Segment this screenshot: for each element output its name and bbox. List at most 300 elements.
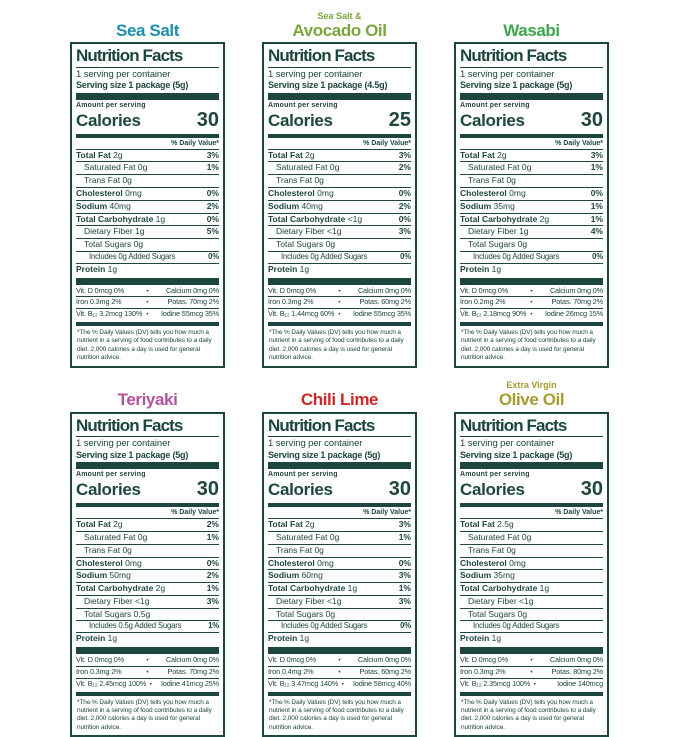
section-divider-thick — [460, 647, 603, 654]
section-divider-thick — [460, 93, 603, 100]
nutrient-name: Saturated Fat — [84, 162, 136, 173]
nutrient-name: Total Sugars — [84, 239, 132, 250]
nutrient-name: Protein — [268, 633, 298, 644]
nutrient-rows — [268, 519, 411, 645]
vitamin-left-value: Vit. B₁₂ 2.35mcg 100% — [460, 678, 531, 688]
daily-value-footnote: *The % Daily Values (DV) tells you how much a nutrient in a serving of food contributes to a daily diet. 2,000 calories a day is used for general nutrition advice. — [461, 328, 596, 362]
nutrient-amount: 0g — [314, 175, 324, 186]
vitamin-left-value: Vit. D 0mcg 0% — [268, 655, 317, 665]
nutrient-name: Total Carbohydrate — [268, 583, 346, 594]
nutrient-name-amount — [276, 163, 339, 173]
nutrient-name: Sodium — [76, 200, 108, 211]
nutrient-row — [76, 214, 219, 227]
nutrient-daily-value: 1% — [206, 532, 219, 543]
amount-per-serving-label: Amount per serving — [460, 471, 530, 479]
nutrient-row — [76, 558, 219, 571]
nutrient-row — [460, 252, 603, 264]
amount-per-serving-label: Amount per serving — [460, 101, 530, 109]
serving-size: Serving size 1 package (5g) — [268, 449, 381, 460]
nutrient-row — [268, 545, 411, 558]
nutrient-name: Total Carbohydrate — [460, 583, 538, 594]
nutrient-daily-value: 2% — [206, 570, 219, 581]
nutrient-row — [76, 188, 219, 201]
nutrient-name: Includes 0g Added Sugars — [89, 251, 176, 261]
vitamin-left-value: Vit. B₁₂ 2.18mcg 90% — [460, 309, 527, 319]
nutrient-row — [460, 201, 603, 214]
bullet-separator-icon: • — [146, 299, 149, 307]
nutrient-name: Total Carbohydrate — [460, 213, 538, 224]
flavor-heading — [262, 378, 417, 412]
vitamin-left-value: Vit. D 0mcg 0% — [268, 285, 317, 295]
nutrient-amount: 60mg — [301, 570, 323, 581]
nutrient-amount: 0g — [506, 175, 516, 186]
nutrient-name: Saturated Fat — [276, 162, 328, 173]
nutrient-amount: 0g — [122, 175, 132, 186]
vitamin-row — [76, 286, 219, 298]
section-divider-medium — [460, 134, 603, 138]
section-divider-medium — [268, 503, 411, 507]
nutrient-name-amount — [460, 265, 501, 275]
nutrient-daily-value: 1% — [590, 200, 603, 211]
calories-label: Calories — [268, 110, 333, 130]
section-divider-thick — [76, 647, 219, 654]
nutrient-name-amount — [84, 546, 132, 556]
nutrient-name-amount — [268, 559, 334, 569]
nutrient-name-amount — [84, 163, 147, 173]
vitamin-left-value: Iron 0.3mg 2% — [268, 297, 314, 307]
nutrient-daily-value: 2% — [398, 200, 411, 211]
bullet-separator-icon: • — [533, 680, 536, 688]
calories-value: 30 — [196, 478, 219, 501]
daily-value-header: % Daily Value* — [460, 508, 603, 519]
vitamin-row — [460, 679, 603, 690]
bullet-separator-icon: • — [146, 657, 149, 665]
nutrient-row — [268, 609, 411, 622]
nutrient-amount: 1g — [539, 583, 550, 594]
nutrient-name-amount — [276, 597, 341, 607]
vitamin-right-value: Iodine 26mcg 15% — [544, 309, 603, 319]
nutrient-name-amount — [268, 202, 323, 212]
calories-value: 30 — [580, 108, 603, 131]
nutrient-row — [460, 532, 603, 545]
nutrient-name: Saturated Fat — [84, 532, 136, 543]
nutrient-daily-value: 0% — [398, 557, 411, 568]
nutrient-name: Trans Fat — [468, 175, 505, 186]
vitamin-left-value: Iron 0.3mg 2% — [76, 667, 122, 676]
nutrient-amount: 1g — [299, 263, 310, 274]
nutrient-name: Trans Fat — [84, 544, 121, 555]
nutrient-amount: 0g — [325, 239, 336, 250]
nutrient-amount: <1g — [519, 595, 534, 606]
nutrient-amount: <1g — [327, 595, 342, 606]
nutrient-row — [268, 558, 411, 571]
nutrient-amount: <1g — [327, 226, 342, 237]
nutrient-name-amount — [268, 265, 309, 275]
nutrient-amount: 1g — [491, 263, 502, 274]
vitamin-row — [268, 286, 411, 298]
flavor-title: Chili Lime — [300, 390, 379, 410]
nutrient-daily-value: 0% — [208, 251, 219, 261]
servings-per-container: 1 serving per container — [268, 438, 363, 450]
nutrient-amount: 1g — [155, 213, 166, 224]
nutrient-row — [268, 583, 411, 596]
nutrition-label-panel — [454, 378, 609, 737]
vitamin-rows — [460, 655, 603, 689]
nutrient-row — [268, 596, 411, 609]
nutrient-rows — [460, 150, 603, 276]
divider-hairline — [460, 67, 603, 68]
vitamin-right-value: Calcium 0mg 0% — [165, 285, 219, 295]
nutrient-name-amount — [468, 546, 516, 556]
nutrition-facts-heading: Nutrition Facts — [268, 415, 375, 435]
nutrition-label-panel — [262, 378, 417, 737]
vitamin-left-value: Vit. B₁₂ 3.2mcg 130% — [76, 309, 143, 319]
nutrition-facts-box — [454, 412, 609, 737]
nutrition-facts-heading: Nutrition Facts — [460, 415, 567, 435]
amount-per-serving-label: Amount per serving — [76, 471, 146, 479]
nutrient-name-amount — [76, 202, 131, 212]
nutrient-name: Cholesterol — [76, 557, 123, 568]
nutrient-name-amount — [460, 189, 526, 199]
nutrient-name: Dietary Fiber — [84, 595, 133, 606]
nutrient-daily-value: 2% — [206, 200, 219, 211]
vitamin-right-value: Calcium 0mg 0% — [357, 285, 411, 295]
nutrient-name-amount — [276, 240, 335, 250]
nutrient-name: Total Sugars — [276, 239, 324, 250]
nutrient-name: Cholesterol — [268, 187, 315, 198]
nutrient-amount: <1g — [135, 595, 150, 606]
nutrient-amount: 0g — [122, 544, 132, 555]
calories-value: 25 — [388, 108, 411, 131]
nutrient-name-amount — [460, 202, 515, 212]
daily-value-footnote: *The % Daily Values (DV) tells you how much a nutrient in a serving of food contributes to a daily diet. 2,000 calories a day is used for general nutrition advice. — [77, 698, 212, 731]
nutrient-amount: 0mg — [125, 557, 142, 568]
section-divider-medium — [76, 322, 219, 326]
calories-row — [76, 478, 219, 501]
nutrient-name: Sodium — [268, 200, 300, 211]
nutrient-name-amount — [468, 597, 533, 607]
divider-hairline — [460, 436, 603, 437]
nutrient-row — [460, 558, 603, 571]
nutrient-row — [76, 583, 219, 596]
vitamin-row — [76, 667, 219, 679]
nutrient-row — [76, 162, 219, 175]
vitamin-right-value: Potas. 60mg 2% — [359, 297, 411, 307]
nutrient-daily-value: 0% — [400, 251, 411, 261]
nutrient-rows — [76, 150, 219, 276]
vitamin-row — [76, 309, 219, 320]
nutrient-name: Total Sugars — [84, 608, 132, 619]
nutrient-name-amount — [84, 597, 149, 607]
nutrient-amount: 0mg — [125, 187, 142, 198]
nutrition-label-panel — [454, 8, 609, 368]
vitamin-left-value: Vit. B₁₂ 1.44mcg 60% — [268, 309, 335, 319]
nutrient-name: Saturated Fat — [276, 532, 328, 543]
nutrient-name-amount — [76, 520, 123, 530]
nutrient-name-amount — [276, 227, 341, 237]
nutrient-name: Sodium — [76, 570, 108, 581]
nutrient-row — [76, 609, 219, 622]
nutrient-name-amount — [276, 546, 324, 556]
nutrient-daily-value: 3% — [398, 595, 411, 606]
nutrient-name: Includes 0g Added Sugars — [473, 251, 560, 261]
nutrient-name: Includes 0g Added Sugars — [473, 621, 560, 631]
nutrient-name-amount — [76, 151, 123, 161]
nutrient-name: Cholesterol — [460, 557, 507, 568]
nutrient-amount: 40mg — [109, 200, 131, 211]
calories-row — [460, 478, 603, 501]
nutrient-amount: 0g — [521, 532, 532, 543]
nutrient-name: Dietary Fiber — [276, 226, 325, 237]
nutrient-name-amount — [84, 176, 132, 186]
section-divider-thick — [268, 278, 411, 285]
bullet-separator-icon: • — [146, 669, 149, 676]
nutrient-name: Sodium — [460, 200, 492, 211]
nutrient-row — [268, 201, 411, 214]
section-divider-thick — [268, 93, 411, 100]
calories-value: 30 — [196, 108, 219, 131]
nutrition-facts-heading: Nutrition Facts — [76, 46, 183, 65]
nutrient-row — [460, 188, 603, 201]
nutrient-name-amount — [268, 151, 315, 161]
nutrient-name: Includes 0g Added Sugars — [281, 621, 368, 631]
nutrient-row — [268, 633, 411, 645]
nutrient-name-amount — [468, 533, 531, 543]
calories-row — [268, 478, 411, 501]
nutrient-daily-value: 3% — [398, 226, 411, 237]
nutrient-name: Total Fat — [268, 149, 303, 160]
nutrient-rows — [76, 519, 219, 645]
nutrient-name-amount — [268, 634, 309, 644]
nutrient-name-amount — [268, 189, 334, 199]
nutrient-row — [76, 621, 219, 633]
vitamin-row — [76, 679, 219, 690]
nutrient-name: Dietary Fiber — [84, 226, 133, 237]
calories-row — [268, 109, 411, 132]
nutrient-daily-value: 1% — [398, 583, 411, 594]
nutrient-row — [76, 239, 219, 252]
flavor-heading — [454, 378, 609, 412]
nutrient-row — [268, 252, 411, 264]
vitamin-right-value: Iodine 58mcg 40% — [352, 678, 411, 688]
nutrient-amount: 1g — [519, 226, 529, 237]
nutrient-row — [460, 264, 603, 276]
vitamin-right-value: Potas. 70mg 2% — [167, 667, 219, 676]
nutrient-name: Total Fat — [460, 519, 495, 530]
nutrient-name: Protein — [460, 633, 490, 644]
nutrient-name: Total Fat — [268, 519, 303, 530]
nutrition-label-panel — [262, 8, 417, 368]
nutrient-row — [268, 239, 411, 252]
vitamin-right-value: Iodine 55mcg 35% — [160, 309, 219, 319]
bullet-separator-icon: • — [338, 311, 341, 319]
vitamin-left-value: Vit. B₁₂ 2.45mcg 100% — [76, 678, 147, 688]
nutrient-name: Total Sugars — [468, 608, 516, 619]
nutrient-amount: 0g — [325, 608, 336, 619]
nutrient-daily-value: 3% — [206, 595, 219, 606]
section-divider-thick — [460, 278, 603, 285]
flavor-heading — [70, 378, 225, 412]
calories-label: Calories — [76, 480, 141, 500]
nutrient-row — [268, 519, 411, 532]
nutrient-daily-value: 3% — [398, 519, 411, 530]
nutrient-amount: 2g — [113, 149, 123, 160]
vitamin-right-value: Potas. 70mg 2% — [167, 297, 219, 307]
nutrient-daily-value: 3% — [590, 149, 603, 160]
calories-value: 30 — [388, 478, 411, 501]
nutrient-name: Protein — [268, 263, 298, 274]
nutrient-daily-value: 0% — [592, 251, 603, 261]
nutrient-name-amount — [473, 622, 559, 631]
nutrient-name: Includes 0.5g Added Sugars — [89, 621, 182, 631]
nutrient-name-amount — [460, 584, 549, 594]
bullet-separator-icon: • — [146, 311, 149, 319]
nutrient-row — [460, 583, 603, 596]
nutrient-amount: 2g — [497, 149, 507, 160]
vitamin-right-value: Iodine 140mcg — [557, 678, 603, 688]
nutrient-amount: 1g — [347, 583, 358, 594]
nutrition-label-panel — [70, 378, 225, 737]
bullet-separator-icon: • — [341, 680, 344, 688]
nutrient-name-amount — [268, 215, 362, 225]
bullet-separator-icon: • — [530, 311, 533, 319]
section-divider-thick — [76, 93, 219, 100]
nutrient-name-amount — [460, 151, 507, 161]
nutrient-name: Includes 0g Added Sugars — [281, 251, 368, 261]
nutrient-name: Cholesterol — [268, 557, 315, 568]
nutrient-amount: 0g — [137, 532, 148, 543]
nutrient-name-amount — [268, 571, 323, 581]
servings-per-container: 1 serving per container — [76, 438, 171, 450]
nutrition-label-panel — [70, 8, 225, 368]
section-divider-medium — [268, 692, 411, 696]
nutrient-daily-value: 1% — [206, 162, 219, 173]
nutrient-row — [76, 570, 219, 583]
nutrient-name: Dietary Fiber — [468, 226, 517, 237]
nutrient-row — [76, 175, 219, 188]
nutrient-daily-value: 2% — [398, 162, 411, 173]
nutrition-facts-box — [70, 42, 225, 368]
daily-value-header: % Daily Value* — [76, 139, 219, 150]
vitamin-row — [268, 655, 411, 667]
calories-row — [460, 109, 603, 132]
nutrient-row — [460, 545, 603, 558]
vitamin-right-value: Potas. 70mg 2% — [551, 297, 603, 307]
nutrient-daily-value: 1% — [398, 532, 411, 543]
nutrient-daily-value: 1% — [206, 583, 219, 594]
nutrient-row — [268, 150, 411, 163]
nutrient-amount: 50mg — [109, 570, 131, 581]
vitamin-right-value: Calcium 0mg 0% — [357, 655, 411, 665]
nutrient-daily-value: 0% — [206, 557, 219, 568]
nutrient-name-amount — [468, 176, 516, 186]
nutrient-amount: 0mg — [317, 557, 334, 568]
vitamin-left-value: Vit. D 0mcg 0% — [76, 655, 125, 665]
flavor-heading — [262, 8, 417, 42]
calories-label: Calories — [76, 110, 141, 130]
nutrient-daily-value: 2% — [206, 519, 219, 530]
nutrient-row — [268, 570, 411, 583]
nutrient-name-amount — [468, 240, 527, 250]
vitamin-rows — [460, 286, 603, 320]
nutrient-name-amount — [76, 215, 165, 225]
flavor-subtitle: Sea Salt & — [317, 10, 362, 21]
nutrient-daily-value: 0% — [590, 187, 603, 198]
daily-value-footnote: *The % Daily Values (DV) tells you how much a nutrient in a serving of food contributes to a daily diet. 2,000 calories a day is used for general nutrition advice. — [461, 698, 596, 731]
nutrient-name-amount — [76, 571, 131, 581]
vitamin-row — [76, 297, 219, 309]
nutrient-name: Sodium — [460, 570, 492, 581]
amount-per-serving-label: Amount per serving — [268, 471, 338, 479]
bullet-separator-icon: • — [530, 669, 533, 676]
vitamin-rows — [76, 655, 219, 689]
nutrient-name-amount — [84, 533, 147, 543]
vitamin-left-value: Vit. D 0mcg 0% — [76, 285, 125, 295]
flavor-title: Sea Salt — [116, 20, 179, 40]
nutrient-name: Protein — [76, 263, 106, 274]
nutrient-name-amount — [281, 622, 367, 631]
vitamin-right-value: Potas. 80mg 2% — [551, 667, 603, 676]
daily-value-header: % Daily Value* — [460, 139, 603, 150]
bullet-separator-icon: • — [338, 287, 341, 295]
nutrient-daily-value: 0% — [398, 187, 411, 198]
nutrient-name: Trans Fat — [84, 175, 121, 186]
nutrient-row — [76, 532, 219, 545]
nutrient-row — [268, 214, 411, 227]
vitamin-row — [268, 297, 411, 309]
vitamin-right-value: Calcium 0mg 0% — [549, 655, 603, 665]
section-divider-medium — [76, 692, 219, 696]
nutrient-row — [460, 150, 603, 163]
nutrient-name: Total Sugars — [468, 239, 516, 250]
flavor-title: Teriyaki — [117, 390, 178, 410]
flavor-title: Wasabi — [503, 20, 560, 40]
nutrient-name: Total Carbohydrate — [268, 213, 346, 224]
nutrient-name-amount — [84, 610, 150, 620]
vitamin-right-value: Calcium 0mg 0% — [165, 655, 219, 665]
amount-per-serving-label: Amount per serving — [268, 101, 338, 109]
calories-value: 30 — [580, 478, 603, 501]
nutrient-name: Total Carbohydrate — [76, 213, 154, 224]
section-divider-medium — [268, 134, 411, 138]
nutrient-name-amount — [460, 634, 501, 644]
nutrient-name: Trans Fat — [468, 544, 505, 555]
nutrient-amount: 0g — [314, 544, 324, 555]
nutrient-amount: 35mg — [493, 200, 515, 211]
nutrient-daily-value: 0% — [398, 213, 411, 224]
nutrient-daily-value: 1% — [208, 621, 219, 631]
nutrient-name: Trans Fat — [276, 175, 313, 186]
section-divider-thick — [460, 462, 603, 469]
section-divider-thick — [268, 462, 411, 469]
bullet-separator-icon: • — [338, 299, 341, 307]
divider-hairline — [268, 67, 411, 68]
nutrient-name: Cholesterol — [460, 187, 507, 198]
nutrient-amount: 2g — [155, 583, 166, 594]
serving-size: Serving size 1 package (4.5g) — [268, 79, 388, 90]
nutrient-amount: 2.5g — [497, 519, 514, 530]
section-divider-medium — [460, 503, 603, 507]
vitamin-row — [460, 667, 603, 679]
vitamin-row — [268, 667, 411, 679]
nutrient-name-amount — [276, 533, 339, 543]
nutrient-row — [76, 226, 219, 239]
section-divider-medium — [76, 134, 219, 138]
servings-per-container: 1 serving per container — [76, 68, 171, 80]
nutrient-name-amount — [460, 520, 514, 530]
nutrient-daily-value: 4% — [590, 226, 603, 237]
nutrient-amount: 35mg — [493, 570, 515, 581]
